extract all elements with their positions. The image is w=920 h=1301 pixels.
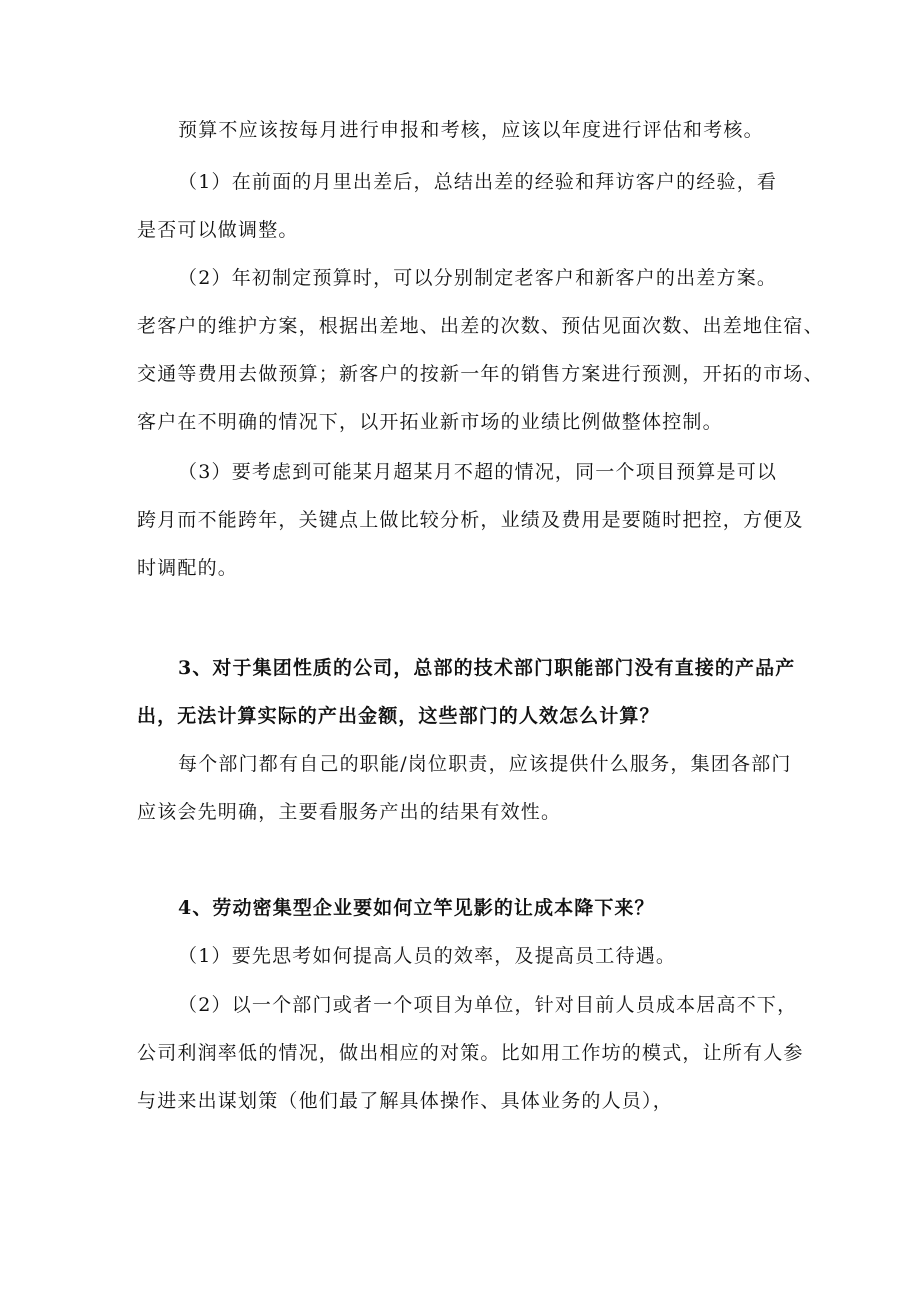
question4-item2-line2: 公司利润率低的情况，做出相应的对策。比如用工作坊的模式，让所有人参 [137, 1042, 804, 1064]
question3-answer-line1: 每个部门都有自己的职能/岗位职责，应该提供什么服务，集团各部门 [178, 753, 792, 775]
question4-heading: 4、劳动密集型企业要如何立竿见影的让成本降下来？ [178, 897, 655, 919]
question3-heading-line1: 3、对于集团性质的公司，总部的技术部门职能部门没有直接的产品产 [178, 657, 796, 679]
question4-item1: （1）要先思考如何提高人员的效率，及提高员工待遇。 [178, 945, 677, 967]
budget-item3-line2: 跨月而不能跨年，关键点上做比较分析，业绩及费用是要随时把控，方便及 [137, 509, 804, 531]
budget-item1-line1: （1）在前面的月里出差后，总结出差的经验和拜访客户的经验，看 [178, 171, 778, 193]
budget-item2-line3: 交通等费用去做预算；新客户的按新一年的销售方案进行预测，开拓的市场、 [137, 363, 824, 385]
question3-answer-line2: 应该会先明确，主要看服务产出的结果有效性。 [137, 801, 562, 823]
budget-item2-line2: 老客户的维护方案，根据出差地、出差的次数、预估见面次数、出差地住宿、 [137, 315, 824, 337]
budget-item3-line1: （3）要考虑到可能某月超某月不超的情况，同一个项目预算是可以 [178, 461, 778, 483]
budget-item1-line2: 是否可以做调整。 [137, 219, 299, 241]
budget-item3-line3: 时调配的。 [137, 557, 239, 579]
question4-item2-line3: 与进来出谋划策（他们最了解具体操作、具体业务的人员）， [137, 1090, 673, 1112]
budget-intro-paragraph: 预算不应该按每月进行申报和考核，应该以年度进行评估和考核。 [178, 119, 764, 141]
question4-item2-line1: （2）以一个部门或者一个项目为单位，针对目前人员成本居高不下， [178, 994, 798, 1016]
budget-item2-line1: （2）年初制定预算时，可以分别制定老客户和新客户的出差方案。 [178, 267, 778, 289]
budget-item2-line4: 客户在不明确的情况下，以开拓业新市场的业绩比例做整体控制。 [137, 411, 723, 433]
question3-heading-line2: 出，无法计算实际的产出金额，这些部门的人效怎么计算？ [137, 705, 660, 727]
